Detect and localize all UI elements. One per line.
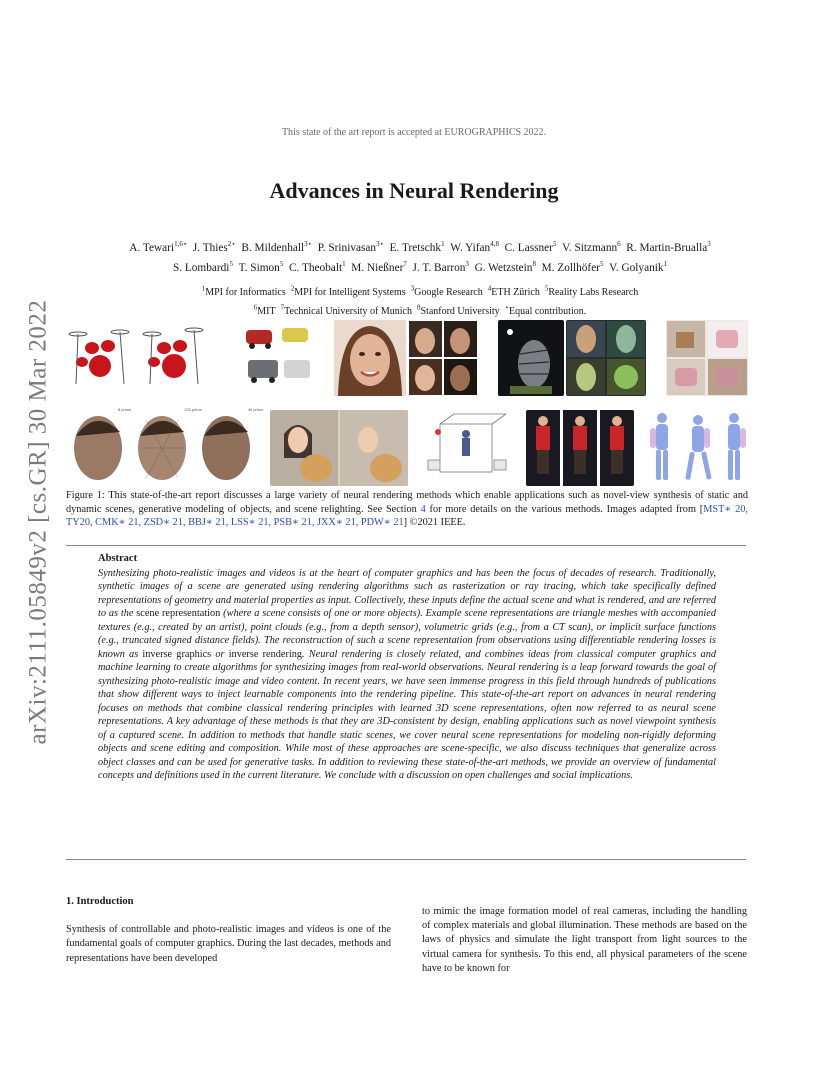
caption-text-after: ] ©2021 IEEE.: [403, 517, 466, 528]
affiliation-superscript: 8: [416, 303, 421, 312]
author: [172, 259, 233, 274]
affiliation-line-2: [110, 300, 730, 318]
author-name: M. Zollhöfer: [541, 261, 600, 274]
arxiv-id-text: arXiv:2111.05849v2 [cs.GR] 30 Mar 2022: [24, 299, 51, 745]
author: [609, 259, 668, 274]
affiliation-superscript: 6: [253, 303, 258, 312]
caption-text-before: Figure 1: This state-of-the-art report discusses a large variety of neural rendering methods which enable applications such as novel-view synthesis of static and dynamic scenes, generative modeling of objects, and scene relighting. See Section: [66, 490, 748, 515]
author-superscript: 8: [532, 259, 536, 268]
author-superscript: 2⋆: [227, 240, 236, 248]
affiliation-superscript: 5: [544, 285, 549, 293]
pinecone-relighting-image: [498, 320, 564, 396]
affiliation-line-1: [110, 282, 730, 300]
author-name: C. Lassner: [504, 241, 553, 254]
abstract-body: [98, 567, 716, 783]
abstract-term-inverse-graphics: inverse graphics: [142, 648, 212, 660]
author: [241, 242, 312, 254]
affiliation-name: MPI for Informatics: [205, 287, 286, 299]
author-name: V. Sitzmann: [562, 241, 618, 254]
primitive-label-8: 8 prims: [118, 407, 132, 412]
abstract-text-4: . Neural rendering is closely related, and combines ideas from classical computer graphics and machine learning to create algorithms for synthesizing images from real-world observations. Neural rendering is a leap forward towards the goal of synthesizing photo-realistic image and video content. In recent years, we have seen immense progress in this field through hundreds of publications that show different ways to inject learnable components into the rendering pipeline. This state-of-the-art report on advances in neural rendering focuses on methods that combine classical rendering principles with learned 3D scene representations, often now referred to as neural scene representations. A key advantage of these methods is that they are 3D-consistent by design, enabling applications such as novel viewpoint synthesis of a captured scene. In addition to methods that handle static scenes, we cover neural scene representations for modeling non-rigidly deforming objects and scene editing and composition. While most of these approaches are scene-specific, we also discuss techniques that generalize across object classes and can be used for generative tasks. In addition to reviewing these state-of-the-art methods, we provide an overview of fundamental concepts and definitions used in the current literature. We conclude with a discussion on open challenges and social implications.: [98, 648, 716, 781]
intro-heading: 1. Introduction: [66, 896, 134, 907]
primitive-label-4k: 4k prims: [248, 407, 264, 412]
abstract-text-2: (where a scene consists of one or more objects). Example scene representations are triangle meshes with accompanied textures (e.g., created by an artist), point clouds (e.g., from a depth sensor), volumetric grids (e.g., from a CT scan), or implicit surface functions (e.g., truncated signed distance fields). The reconstruction of such a scene representation from observations using differentiable rendering losses is known as: [98, 608, 717, 660]
teaser-figure: [66, 318, 750, 486]
affiliation: [253, 303, 276, 317]
abstract-heading: Abstract: [98, 553, 138, 564]
affiliation-superscript: 1: [201, 285, 206, 293]
affiliation-name: ETH Zürich: [491, 287, 540, 299]
author-superscript: 1: [441, 240, 445, 248]
face-grid-image: [408, 320, 478, 396]
author-name: B. Mildenhall: [241, 241, 305, 254]
author-superscript: 7: [403, 259, 407, 268]
author-superscript: 3⋆: [376, 240, 384, 248]
relit-pinecones-grid: [566, 320, 646, 396]
abstract-top-rule: [66, 545, 746, 546]
author-superscript: 5: [599, 259, 604, 268]
paper-title: Advances in Neural Rendering: [269, 178, 559, 203]
affiliation-name: Reality Labs Research: [548, 287, 639, 299]
abstract-text-1: Synthesizing photo-realistic images and videos is at the heart of computer graphics and has been the focus of decades of research. Traditionally, synthetic images of a scene are generated using rendering algorithms such as rasterization or ray tracing, which take specifically defined representations of geometry and material properties as input. Collectively, these inputs define the actual scene and what is rendered, and are referred to as the: [98, 567, 716, 619]
affiliation-superscript: 3: [410, 285, 415, 293]
abstract-section: [98, 552, 716, 783]
author-superscript: 1,6⋆: [174, 240, 188, 248]
author-superscript: 1: [663, 259, 668, 268]
author-superscript: 3⋆: [304, 240, 313, 248]
affiliation-superscript: 7: [280, 303, 285, 312]
acceptance-notice: This state of the art report is accepted at EUROGRAPHICS 2022.: [281, 127, 547, 138]
drum-kit-image: [68, 322, 216, 390]
author-name: C. Theobalt: [288, 261, 343, 274]
author-superscript: 5: [552, 240, 557, 248]
author-superscript: 3: [707, 240, 711, 248]
affiliation-superscript: 2: [290, 285, 295, 293]
affiliation: [416, 303, 500, 317]
affiliation: [202, 287, 286, 298]
toy-cars-image: [242, 322, 318, 390]
affiliation-superscript: 4: [487, 285, 492, 293]
author-superscript: 1: [342, 259, 346, 268]
affiliation: [291, 287, 406, 298]
figure-caption: [66, 489, 748, 530]
author-line-2: [70, 256, 770, 276]
author: [450, 242, 499, 254]
author-name: J. Thies: [192, 241, 228, 254]
author-name: A. Tewari: [129, 241, 175, 254]
affiliation-name: MIT: [257, 305, 276, 317]
author-name: S. Lombardi: [172, 261, 230, 274]
intro-right-text: to mimic the image formation model of real cameras, including the handling of complex materials and global illumination. These methods are based on the laws of physics and simulate the light transport from light sources to the virtual camera for synthesis. To this end, all physical parameters of the scene have to be known for: [422, 906, 747, 974]
author-name: J. T. Barron: [412, 261, 466, 274]
volumetric-capture-diagram: [426, 410, 508, 486]
author: [541, 259, 604, 274]
author-list: [70, 236, 770, 276]
abstract-term-inverse-rendering: inverse rendering: [228, 648, 303, 660]
author-superscript: 3: [465, 259, 469, 268]
affiliation-list: [110, 282, 730, 319]
affiliation-name: Technical University of Munich: [284, 305, 412, 317]
affiliation-name: MPI for Intelligent Systems: [294, 287, 406, 299]
chair-rendering-grid: [666, 320, 748, 396]
affiliation: [411, 287, 483, 298]
author: [390, 242, 445, 254]
author: [412, 259, 469, 274]
intro-left-column: [66, 895, 391, 966]
affiliation-superscript: ⋆: [504, 303, 510, 312]
affiliation-name: Stanford University: [420, 305, 500, 317]
abstract-bottom-rule: [66, 859, 746, 860]
affiliation-name: Google Research: [414, 287, 483, 299]
citation-links[interactable]: MST∗ 20, TY20, CMK∗ 21, ZSD∗ 21, BBJ∗ 21, LSS∗ 21, PSB∗ 21, JXX∗ 21, PDW∗ 21: [66, 503, 749, 528]
caption-text-mid: for more details on the various methods. Images adapted from [: [425, 503, 704, 515]
abstract-text-3: or: [211, 648, 229, 660]
author-name: M. Nießner: [351, 261, 404, 274]
author: [288, 259, 346, 274]
affiliation-name: Equal contribution.: [509, 305, 587, 317]
author-name: G. Wetzstein: [474, 261, 533, 274]
author-name: T. Simon: [238, 261, 280, 274]
author: [238, 259, 284, 274]
affiliation: [545, 287, 638, 298]
mixture-of-primitives-heads: [66, 408, 262, 488]
author: [562, 242, 621, 254]
author-name: V. Golyanik: [609, 261, 664, 274]
author-name: W. Yifan: [450, 241, 491, 254]
portrait-with-plush-image: [270, 410, 408, 486]
author-name: R. Martin-Brualla: [626, 241, 708, 254]
author-line-1: [70, 236, 770, 256]
affiliation: [280, 303, 412, 317]
author-name: E. Tretschk: [389, 241, 442, 254]
generated-face-image: [334, 320, 406, 396]
author: [626, 242, 710, 254]
intro-right-column: [422, 905, 747, 976]
author: [318, 242, 384, 254]
author: [193, 242, 236, 254]
abstract-term-scene-representation: scene representation: [136, 608, 221, 619]
author-superscript: 5: [229, 259, 233, 268]
author: [505, 242, 557, 254]
section-reference-link[interactable]: 4: [420, 503, 426, 515]
author: [129, 242, 187, 254]
author: [474, 259, 536, 274]
primitive-label-125: 125 prims: [184, 407, 202, 412]
articulated-human-models: [648, 410, 748, 486]
dynamic-human-sequence: [526, 410, 634, 486]
arxiv-identifier: [18, 282, 58, 762]
author-superscript: 6: [617, 240, 621, 248]
affiliation: [488, 287, 540, 298]
author-superscript: 4,8: [490, 240, 499, 248]
author-superscript: 5: [279, 259, 284, 268]
author: [351, 259, 407, 274]
author-name: P. Srinivasan: [317, 241, 377, 254]
affiliation: [504, 303, 587, 317]
intro-left-text: Synthesis of controllable and photo-realistic images and videos is one of the fundamental goals of computer graphics. During the last decades, methods and representations have been developed: [66, 924, 391, 964]
